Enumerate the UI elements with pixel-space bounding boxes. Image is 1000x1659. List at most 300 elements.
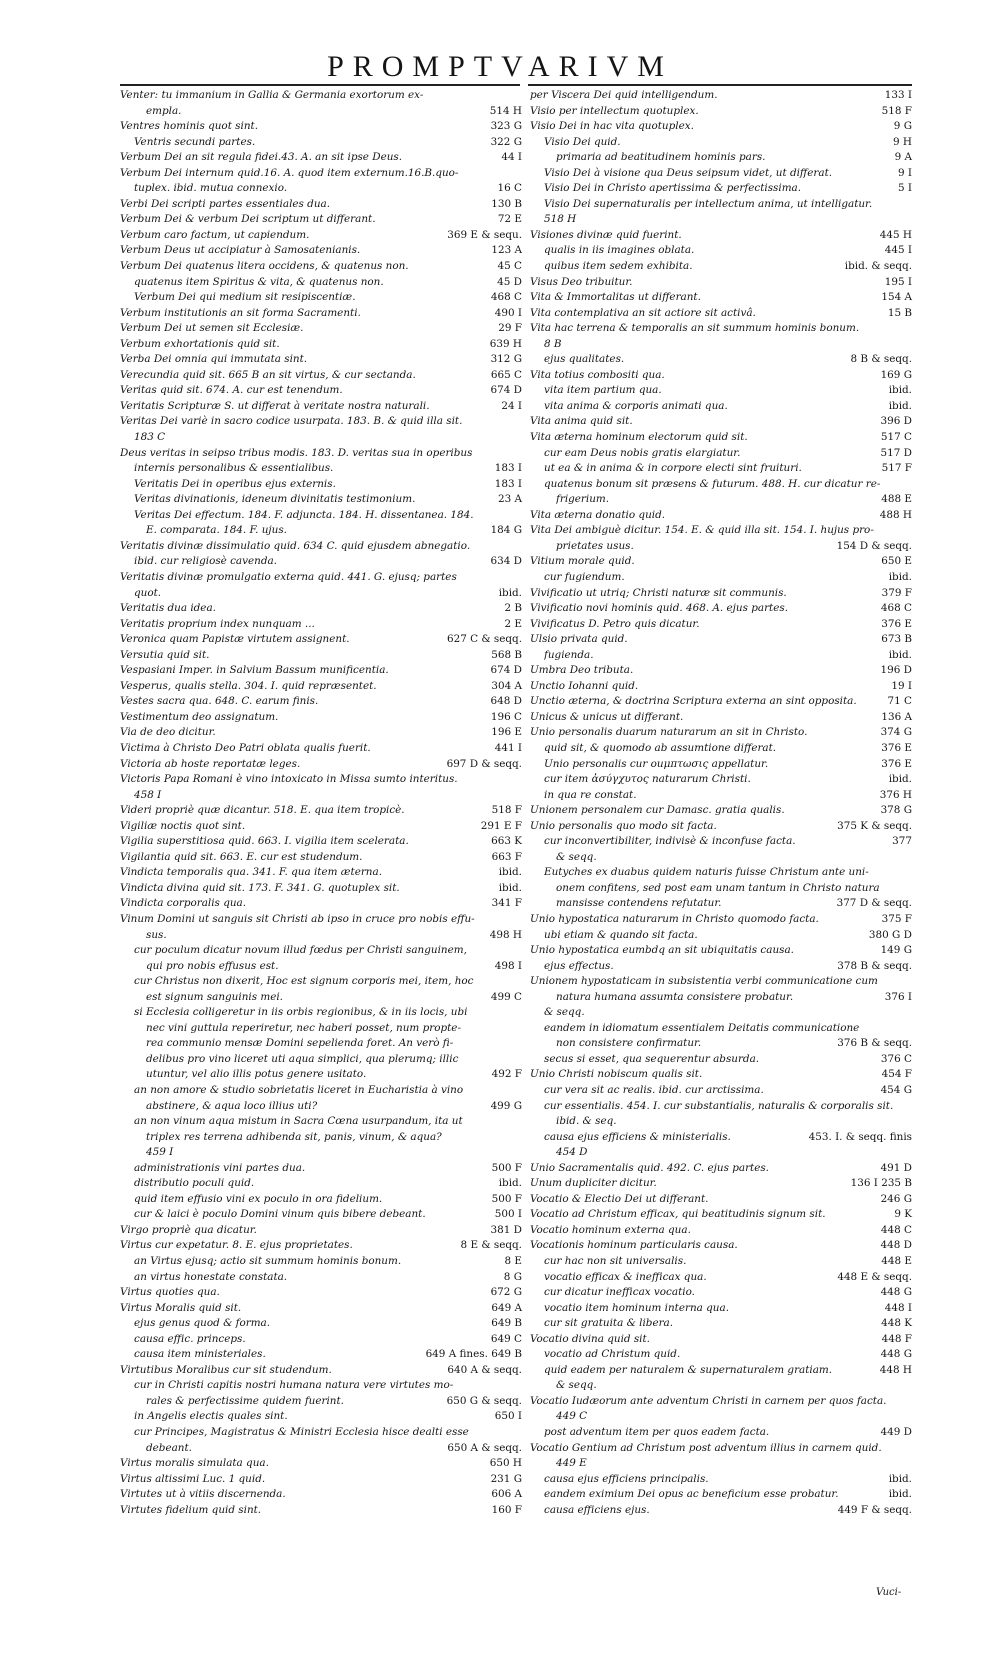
entry-text: per Viscera Dei quid intelligendum. — [530, 89, 718, 101]
entry-text: Verbum Dei internum quid.16. A. quod item externum.16.B.quo- — [120, 166, 459, 179]
entry-text: Verecundia quid sit. 665 B an sit virtus, & cur sectanda. — [120, 368, 416, 381]
entry-text: 8 B — [544, 337, 562, 350]
index-entry — [120, 414, 522, 430]
index-entry — [530, 850, 912, 866]
index-entry — [120, 399, 522, 415]
index-entry — [120, 1005, 522, 1021]
entry-reference: 45 C — [497, 260, 522, 273]
entry-text: ibid. & seq. — [556, 1115, 617, 1128]
entry-reference: 491 D — [880, 1161, 912, 1174]
entry-text: 183 C — [134, 431, 166, 444]
entry-reference: 196 C — [490, 710, 522, 723]
index-entry — [120, 1347, 522, 1363]
entry-text: tuplex. ibid. mutua connexio. — [134, 182, 288, 195]
index-entry — [120, 725, 522, 741]
entry-reference: 376 E — [881, 757, 912, 770]
index-entry — [530, 990, 912, 1006]
entry-text: nec vini guttula reperiretur, nec haberi posset, num propte- — [146, 1021, 461, 1034]
entry-text: Verba Dei omnia qui immutata sint. — [120, 353, 308, 366]
entry-reference: 377 D & seqq. — [836, 897, 912, 910]
index-entry — [530, 1487, 912, 1503]
entry-text: Vesperus, qualis stella. 304. I. quid repræsentet. — [120, 679, 377, 692]
index-entry — [120, 306, 522, 322]
entry-reference: 697 D & seqq. — [446, 757, 522, 770]
index-entry — [120, 446, 522, 462]
entry-text: an non amore & studio sobrietatis liceret in Eucharistia à vino — [134, 1084, 464, 1096]
index-entry — [530, 1332, 912, 1348]
index-entry — [530, 508, 912, 524]
entry-text: quatenus item Spiritus & vita, & quatenus non. — [134, 275, 384, 288]
entry-text: 454 D — [556, 1146, 588, 1159]
index-entry — [120, 1238, 522, 1254]
entry-reference: 674 D — [490, 384, 522, 397]
index-entry — [530, 1394, 912, 1410]
entry-text: utuntur, vel alio illis potus genere usitato. — [146, 1068, 367, 1081]
entry-reference: 518 F — [491, 804, 522, 817]
entry-text: Visiones divinæ quid fuerint. — [530, 228, 682, 241]
entry-reference: 650 I — [494, 1410, 522, 1423]
index-entry — [530, 430, 912, 446]
index-entry — [530, 446, 912, 462]
entry-text: Videri propriè quæ dicantur. 518. E. qua item tropicè. — [120, 804, 405, 817]
entry-reference: 2 B — [504, 602, 522, 615]
index-entry — [530, 399, 912, 415]
index-entry — [120, 461, 522, 477]
index-entry — [120, 928, 522, 944]
entry-reference: 123 A — [491, 244, 522, 257]
entry-reference: 649 A — [491, 1301, 522, 1314]
page-header: PROMPTVARIVM — [327, 50, 673, 83]
index-entry — [530, 135, 912, 151]
entry-reference: 650 E — [881, 555, 912, 568]
header-rule-right — [528, 84, 912, 86]
index-entry — [120, 1036, 522, 1052]
index-entry — [120, 865, 522, 881]
entry-reference: 639 H — [489, 337, 522, 350]
index-entry — [120, 337, 522, 353]
entry-text: Vestimentum deo assignatum. — [120, 710, 279, 723]
entry-reference: 488 E — [881, 493, 912, 506]
entry-text: cur item ἀσύγχυτος naturarum Christi. — [544, 773, 751, 786]
index-entry — [120, 1394, 522, 1410]
entry-reference: 136 I 235 B — [850, 1177, 912, 1190]
entry-reference: 492 F — [491, 1068, 522, 1081]
entry-text: mansisse contendens refutatur. — [556, 897, 722, 910]
entry-reference: 499 G — [490, 1099, 522, 1112]
entry-reference: 514 H — [489, 104, 522, 117]
index-entry — [120, 1223, 522, 1239]
entry-reference: 72 E — [497, 213, 522, 226]
entry-text: Vocationis hominum particularis causa. — [530, 1239, 738, 1252]
index-entry — [120, 1301, 522, 1317]
entry-text: internis personalibus & essentialibus. — [134, 462, 334, 475]
index-entry — [530, 1021, 912, 1037]
entry-reference: 149 G — [880, 944, 912, 957]
entry-text: post adventum item per quos eadem facta. — [544, 1426, 770, 1439]
index-entry — [120, 974, 522, 990]
entry-reference: 500 F — [491, 1161, 522, 1174]
entry-text: cur sit gratuita & libera. — [544, 1317, 674, 1330]
entry-text: Vita Dei ambiguè dicitur. 154. E. & quid illa sit. 154. I. hujus pro- — [530, 524, 874, 537]
entry-text: Virgo propriè qua dicatur. — [120, 1223, 257, 1236]
entry-text: & seqq. — [556, 850, 597, 863]
entry-reference: 2 E — [504, 617, 522, 630]
index-entry — [530, 259, 912, 275]
entry-text: Visus Deo tribuitur. — [530, 275, 633, 288]
entry-reference: 449 D — [880, 1426, 912, 1439]
entry-text: Unio Sacramentalis quid. 492. C. ejus partes. — [530, 1161, 769, 1174]
index-entry — [120, 321, 522, 337]
entry-reference: 606 A — [491, 1488, 522, 1501]
index-entry — [120, 383, 522, 399]
entry-text: Virtus cur expetatur. 8. E. ejus proprietates. — [120, 1239, 353, 1252]
index-entry — [530, 88, 912, 104]
entry-text: Via de deo dicitur. — [120, 726, 216, 739]
entry-text: Veritas divinationis, ideneum divinitatis testimonium. — [134, 493, 416, 506]
index-entry — [530, 959, 912, 975]
entry-text: Umbra Deo tributa. — [530, 664, 634, 677]
entry-reference: 374 G — [880, 726, 912, 739]
index-entry — [530, 1099, 912, 1115]
index-entry — [120, 601, 522, 617]
entry-text: ejus effectus. — [544, 959, 614, 972]
entry-text: Eutyches ex duabus quidem naturis fuisse Christum ante uni- — [544, 866, 869, 879]
entry-text: Visio Dei à visione qua Deus seipsum videt, ut differat. — [544, 166, 833, 179]
entry-text: an non vinum aqua mistum in Sacra Cœna usurpandum, ita ut — [134, 1115, 463, 1128]
index-entry — [120, 430, 522, 446]
entry-text: natura humana assumta consistere probatur. — [556, 990, 794, 1003]
index-entry — [530, 1503, 912, 1519]
index-entry — [530, 694, 912, 710]
entry-text: Verbum exhortationis quid sit. — [120, 337, 280, 350]
entry-text: Virtus altissimi Luc. 1 quid. — [120, 1472, 266, 1485]
entry-reference: 376 E — [881, 741, 912, 754]
index-entry — [120, 523, 522, 539]
entry-text: non consistere confirmatur. — [556, 1037, 702, 1050]
entry-reference: 517 D — [880, 446, 912, 459]
index-entry — [120, 1425, 522, 1441]
entry-text: Unicus & unicus ut differant. — [530, 710, 684, 723]
entry-reference: ibid. — [888, 1488, 912, 1501]
entry-reference: ibid. — [498, 866, 522, 879]
index-entry — [120, 243, 522, 259]
entry-reference: 196 D — [880, 664, 912, 677]
entry-reference: 376 H — [879, 788, 912, 801]
entry-text: in Angelis electis quales sint. — [134, 1410, 288, 1423]
entry-reference: ibid. — [888, 773, 912, 786]
entry-reference: 568 B — [491, 648, 522, 661]
index-entry — [530, 912, 912, 928]
entry-reference: 468 C — [490, 291, 522, 304]
entry-text: an virtus honestate constata. — [134, 1270, 288, 1283]
entry-reference: ibid. — [498, 881, 522, 894]
entry-text: Victima à Christo Deo Patri oblata qualis fuerit. — [120, 741, 371, 754]
index-entry — [120, 477, 522, 493]
entry-text: fugienda. — [544, 648, 594, 661]
entry-reference: 71 C — [887, 695, 912, 708]
index-entry — [530, 741, 912, 757]
entry-reference: 634 D — [490, 555, 522, 568]
entry-reference: 375 K & seqq. — [837, 819, 912, 832]
index-entry — [530, 212, 912, 228]
index-entry — [530, 554, 912, 570]
entry-reference: 517 F — [881, 462, 912, 475]
entry-reference: 445 H — [879, 228, 912, 241]
index-entry — [120, 554, 522, 570]
entry-text: Unionem personalem cur Damasc. gratia qualis. — [530, 804, 785, 817]
index-entry — [120, 570, 522, 586]
index-entry — [530, 772, 912, 788]
entry-text: Victoris Papa Romani è vino intoxicato in Missa sumto interitus. — [120, 773, 458, 786]
entry-text: Verbum Deus ut accipiatur à Samosatenianis. — [120, 244, 361, 257]
index-entry — [530, 1052, 912, 1068]
entry-reference: 650 H — [489, 1457, 522, 1470]
index-entry — [120, 819, 522, 835]
entry-reference: 649 B — [491, 1317, 522, 1330]
entry-text: vocatio item hominum interna qua. — [544, 1301, 730, 1314]
entry-reference: 381 D — [490, 1223, 522, 1236]
entry-reference: 9 H — [893, 135, 912, 148]
entry-text: Virtus quoties qua. — [120, 1286, 220, 1299]
index-entry — [120, 959, 522, 975]
entry-reference: ibid. — [888, 570, 912, 583]
index-entry — [120, 648, 522, 664]
index-entry — [530, 632, 912, 648]
entry-text: vita item partium qua. — [544, 384, 662, 397]
index-entry — [120, 834, 522, 850]
entry-text: sus. — [146, 928, 167, 941]
entry-text: Visio Dei in Christo apertissima & perfectissima. — [544, 182, 802, 195]
index-entry — [120, 617, 522, 633]
entry-reference: 650 G & seqq. — [446, 1394, 522, 1407]
entry-text: Unio personalis quo modo sit facta. — [530, 819, 717, 832]
entry-reference: 312 G — [490, 353, 522, 366]
entry-text: Vita contemplativa an sit actiore sit activâ. — [530, 306, 756, 319]
index-entry — [530, 570, 912, 586]
entry-reference: 133 I — [884, 89, 912, 101]
index-entry — [530, 1409, 912, 1425]
entry-text: vocatio efficax & inefficax qua. — [544, 1270, 707, 1283]
index-entry — [120, 1378, 522, 1394]
entry-reference: 500 I — [494, 1208, 522, 1221]
entry-text: Veritatis proprium index nunquam ... — [120, 617, 315, 630]
entry-text: 459 I — [146, 1146, 174, 1159]
entry-reference: 9 G — [893, 120, 912, 133]
entry-text: primaria ad beatitudinem hominis pars. — [556, 151, 766, 164]
entry-text: Verbum Dei an sit regula fidei.43. A. an sit ipse Deus. — [120, 151, 403, 164]
index-entry — [120, 741, 522, 757]
index-entry — [120, 166, 522, 182]
index-entry — [120, 508, 522, 524]
entry-text: Veronica quam Papistæ virtutem assignent. — [120, 633, 350, 646]
index-entry — [530, 1472, 912, 1488]
entry-text: Vigiliæ noctis quot sint. — [120, 819, 246, 832]
index-entry — [120, 135, 522, 151]
entry-text: Vigilantia quid sit. 663. E. cur est studendum. — [120, 850, 363, 863]
entry-reference: 490 I — [494, 306, 522, 319]
entry-text: quatenus bonum sit præsens & futurum. 488. H. cur dicatur re- — [544, 477, 881, 490]
entry-reference: 23 A — [497, 493, 522, 506]
index-entry — [530, 803, 912, 819]
index-entry — [120, 368, 522, 384]
entry-text: 458 I — [134, 788, 162, 801]
entry-text: Vita hac terrena & temporalis an sit summum hominis bonum. — [530, 322, 860, 335]
index-entry — [120, 632, 522, 648]
index-entry — [530, 928, 912, 944]
index-entry — [530, 104, 912, 120]
index-entry — [530, 1223, 912, 1239]
index-entry — [120, 679, 522, 695]
entry-reference: ibid. — [888, 399, 912, 412]
entry-reference: 663 K — [491, 835, 522, 848]
index-entry — [530, 383, 912, 399]
entry-text: in qua re constat. — [544, 788, 637, 801]
entry-text: Verbi Dei scripti partes essentiales dua. — [120, 197, 331, 210]
index-entry — [120, 1099, 522, 1115]
entry-text: Unionem hypostaticam in subsistentia verbi communicatione cum — [530, 975, 878, 988]
entry-text: Versutia quid sit. — [120, 648, 210, 661]
entry-reference: 136 A — [881, 710, 912, 723]
entry-text: secus si esset, qua sequerentur absurda. — [544, 1052, 760, 1065]
entry-text: causa efficiens ejus. — [544, 1503, 650, 1516]
entry-reference: ibid. & seqq. — [844, 260, 912, 273]
entry-text: vita anima & corporis animati qua. — [544, 399, 728, 412]
entry-reference: 195 I — [884, 275, 912, 288]
index-entry — [120, 1021, 522, 1037]
index-entry — [120, 586, 522, 602]
index-entry — [530, 865, 912, 881]
entry-reference: 160 F — [491, 1503, 522, 1516]
entry-text: distributio poculi quid. — [134, 1177, 255, 1190]
index-entry — [530, 275, 912, 291]
index-entry — [120, 788, 522, 804]
entry-reference: 448 I — [884, 1301, 912, 1314]
index-entry — [120, 881, 522, 897]
entry-reference: 498 H — [489, 928, 522, 941]
index-entry — [530, 1456, 912, 1472]
entry-text: Veritas Dei effectum. 184. F. adjuncta. 184. H. dissentanea. 184. — [134, 508, 474, 521]
index-entry — [120, 663, 522, 679]
entry-reference: 376 B & seqq. — [837, 1037, 912, 1050]
entry-text: ut ea & in anima & in corpore electi sint fruituri. — [544, 462, 802, 475]
index-entry — [120, 1254, 522, 1270]
entry-text: Virtutes ut à vitiis discernenda. — [120, 1488, 286, 1501]
entry-reference: 15 B — [887, 306, 912, 319]
entry-reference: 649 A fines. 649 B — [425, 1348, 522, 1361]
index-entry — [120, 1472, 522, 1488]
entry-text: Unio hypostatica eumbdq an sit ubiquitatis causa. — [530, 944, 794, 957]
entry-reference: 16 C — [497, 182, 522, 195]
index-entry — [530, 1238, 912, 1254]
entry-text: cur inconvertibiliter, indivisè & inconfuse facta. — [544, 835, 796, 848]
entry-text: onem confitens, sed post eam unam tantum in Christo natura — [556, 881, 880, 894]
entry-text: Vocatio ad Christum efficax, qui beatitudinis signum sit. — [530, 1208, 826, 1221]
index-entry — [530, 477, 912, 493]
entry-reference: 498 I — [494, 959, 522, 972]
entry-reference: 448 H — [879, 1363, 912, 1376]
index-entry — [120, 1487, 522, 1503]
entry-reference: 665 C — [490, 368, 522, 381]
entry-text: Unctio æterna, & doctrina Scriptura externa an sint opposita. — [530, 695, 857, 708]
entry-reference: 448 G — [880, 1286, 912, 1299]
entry-text: administrationis vini partes dua. — [134, 1161, 306, 1174]
index-entry — [120, 181, 522, 197]
index-entry — [530, 819, 912, 835]
entry-text: Virtutes fidelium quid sint. — [120, 1503, 262, 1516]
entry-text: 518 H — [544, 213, 577, 226]
index-entry — [530, 1130, 912, 1146]
index-entry — [120, 1067, 522, 1083]
index-entry — [530, 1114, 912, 1130]
entry-reference: 377 — [892, 835, 912, 848]
index-entry — [120, 228, 522, 244]
entry-text: frigerium. — [556, 493, 610, 506]
index-entry — [120, 259, 522, 275]
entry-text: Vita æterna hominum electorum quid sit. — [530, 431, 748, 444]
index-entry — [120, 150, 522, 166]
entry-text: Unum dupliciter dicitur. — [530, 1177, 657, 1190]
entry-text: Ventris secundi partes. — [134, 135, 256, 148]
entry-text: Vita totius combositi qua. — [530, 368, 665, 381]
index-entry — [530, 974, 912, 990]
index-entry — [120, 104, 522, 120]
right-column — [530, 88, 912, 1518]
index-entry — [530, 679, 912, 695]
index-entry — [530, 352, 912, 368]
index-entry — [530, 1441, 912, 1457]
index-entry — [120, 539, 522, 555]
index-entry — [530, 228, 912, 244]
index-entry — [530, 648, 912, 664]
index-entry — [530, 1270, 912, 1286]
entry-text: & seqq. — [544, 1006, 585, 1019]
entry-text: cur Christus non dixerit, Hoc est signum corporis mei, item, hoc — [134, 975, 474, 988]
entry-reference: 499 C — [490, 990, 522, 1003]
index-entry — [530, 243, 912, 259]
entry-text: prietates usus. — [556, 539, 634, 552]
entry-text: causa item ministeriales. — [134, 1348, 266, 1361]
entry-text: E. comparata. 184. F. ujus. — [146, 524, 287, 537]
entry-reference: 9 A — [894, 151, 912, 164]
entry-text: rales & perfectissime quidem fuerint. — [146, 1394, 344, 1407]
entry-text: causa effic. princeps. — [134, 1332, 246, 1345]
entry-reference: 376 I — [884, 990, 912, 1003]
entry-reference: 449 F & seqq. — [837, 1503, 912, 1516]
entry-reference: 231 G — [490, 1472, 522, 1485]
entry-text: quid eadem per naturalem & supernaturalem gratiam. — [544, 1363, 833, 1376]
index-entry — [120, 1363, 522, 1379]
index-entry — [530, 539, 912, 555]
entry-reference: 154 D & seqq. — [836, 539, 912, 552]
entry-text: quibus item sedem exhibita. — [544, 260, 693, 273]
entry-reference: 376 C — [880, 1052, 912, 1065]
entry-reference: 448 K — [881, 1317, 912, 1330]
entry-reference: 448 C — [880, 1223, 912, 1236]
entry-reference: 291 E F — [480, 819, 522, 832]
entry-text: Verbum institutionis an sit forma Sacramenti. — [120, 306, 361, 319]
index-entry — [120, 912, 522, 928]
entry-text: Virtutibus Moralibus cur sit studendum. — [120, 1363, 332, 1376]
index-entry — [530, 1378, 912, 1394]
index-entry — [530, 1347, 912, 1363]
index-entry — [120, 757, 522, 773]
entry-text: Verbum Dei quatenus litera occidens, & quatenus non. — [120, 260, 409, 273]
index-entry — [120, 1409, 522, 1425]
index-entry — [530, 1254, 912, 1270]
entry-reference: 29 F — [498, 322, 522, 335]
entry-text: Vita æterna donatio quid. — [530, 508, 666, 521]
index-entry — [120, 803, 522, 819]
